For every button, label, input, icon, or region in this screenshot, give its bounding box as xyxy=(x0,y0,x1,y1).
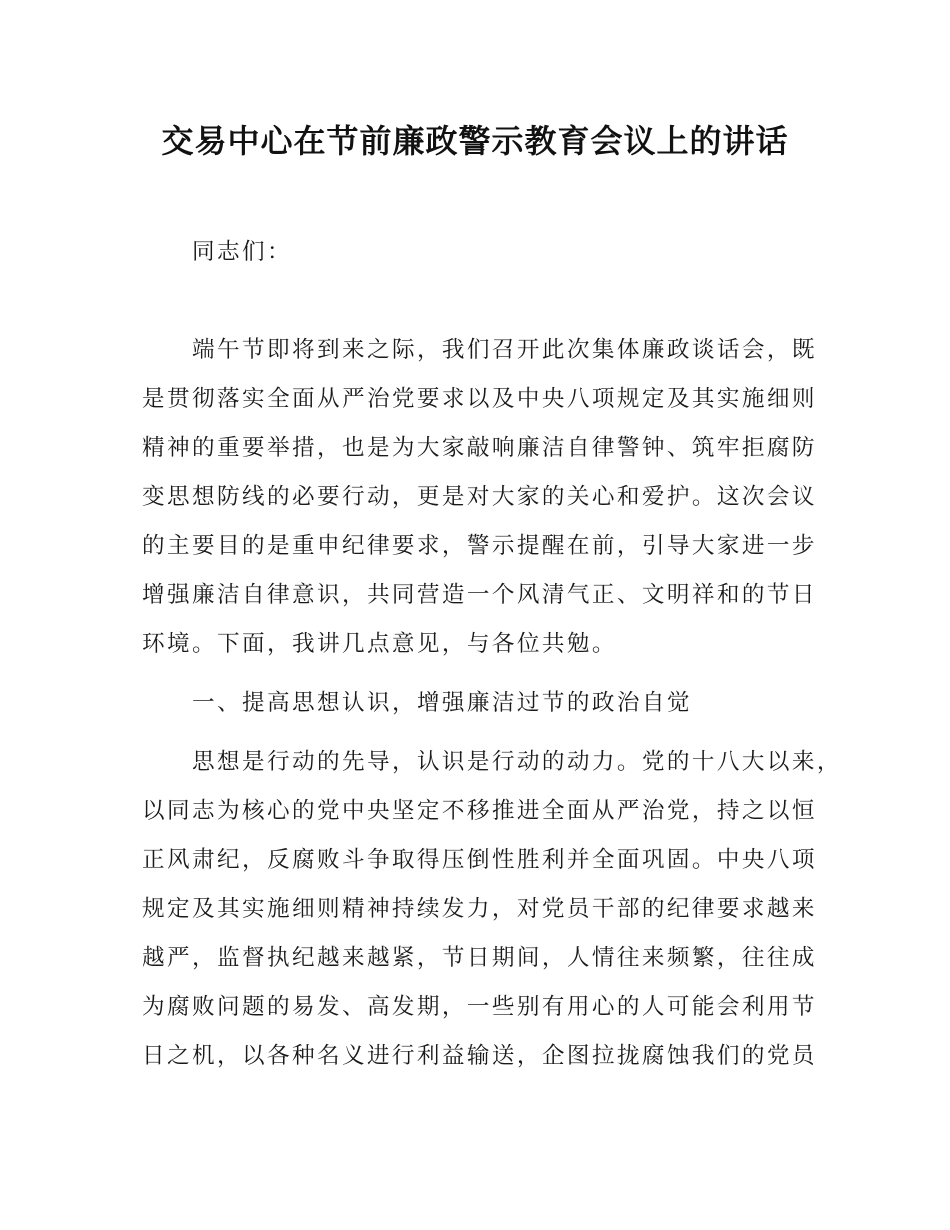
paragraph-line: 思想是行动的先导，认识是行动的动力。党的十八大以来， xyxy=(192,749,842,775)
paragraph-line: 规定及其实施细则精神持续发力，对党员干部的纪律要求越来 xyxy=(142,896,817,922)
paragraph-line: 越严，监督执纪越来越紧，节日期间，人情往来频繁，往往成 xyxy=(142,945,817,971)
paragraph-line: 端午节即将到来之际，我们召开此次集体廉政谈话会，既 xyxy=(192,337,817,363)
paragraph-line: 为腐败问题的易发、高发期，一些别有用心的人可能会利用节 xyxy=(142,994,817,1020)
paragraph-line: 增强廉洁自律意识，共同营造一个风清气正、文明祥和的节日 xyxy=(142,582,817,608)
paragraph-line: 是贯彻落实全面从严治党要求以及中央八项规定及其实施细则 xyxy=(142,386,817,412)
document-body xyxy=(142,228,842,1081)
section-heading-1 xyxy=(142,679,812,728)
blank-line xyxy=(142,277,812,326)
paragraph-section-1 xyxy=(142,738,842,1081)
document-title: 交易中心在节前廉政警示教育会议上的讲话 xyxy=(161,122,789,160)
paragraph-line: 变思想防线的必要行动，更是对大家的关心和爱护。这次会议 xyxy=(142,484,817,510)
paragraph-gap xyxy=(142,669,812,679)
paragraph-line: 正风肃纪，反腐败斗争取得压倒性胜利并全面巩固。中央八项 xyxy=(142,847,817,873)
paragraph-line: 环境。下面，我讲几点意见，与各位共勉。 xyxy=(142,631,617,657)
paragraph-line: 以同志为核心的党中央坚定不移推进全面从严治党，持之以恒 xyxy=(142,798,817,824)
paragraph-gap xyxy=(142,728,812,738)
paragraph-line: 的主要目的是重申纪律要求，警示提醒在前，引导大家进一步 xyxy=(142,533,817,559)
paragraph-intro xyxy=(142,326,817,669)
paragraph-line: 日之机，以各种名义进行利益输送，企图拉拢腐蚀我们的党员 xyxy=(142,1043,817,1069)
section-heading: 一、提高思想认识，增强廉洁过节的政治自觉 xyxy=(192,690,692,716)
salutation: 同志们： xyxy=(192,239,292,265)
paragraph-line: 精神的重要举措，也是为大家敲响廉洁自律警钟、筑牢拒腐防 xyxy=(142,435,817,461)
